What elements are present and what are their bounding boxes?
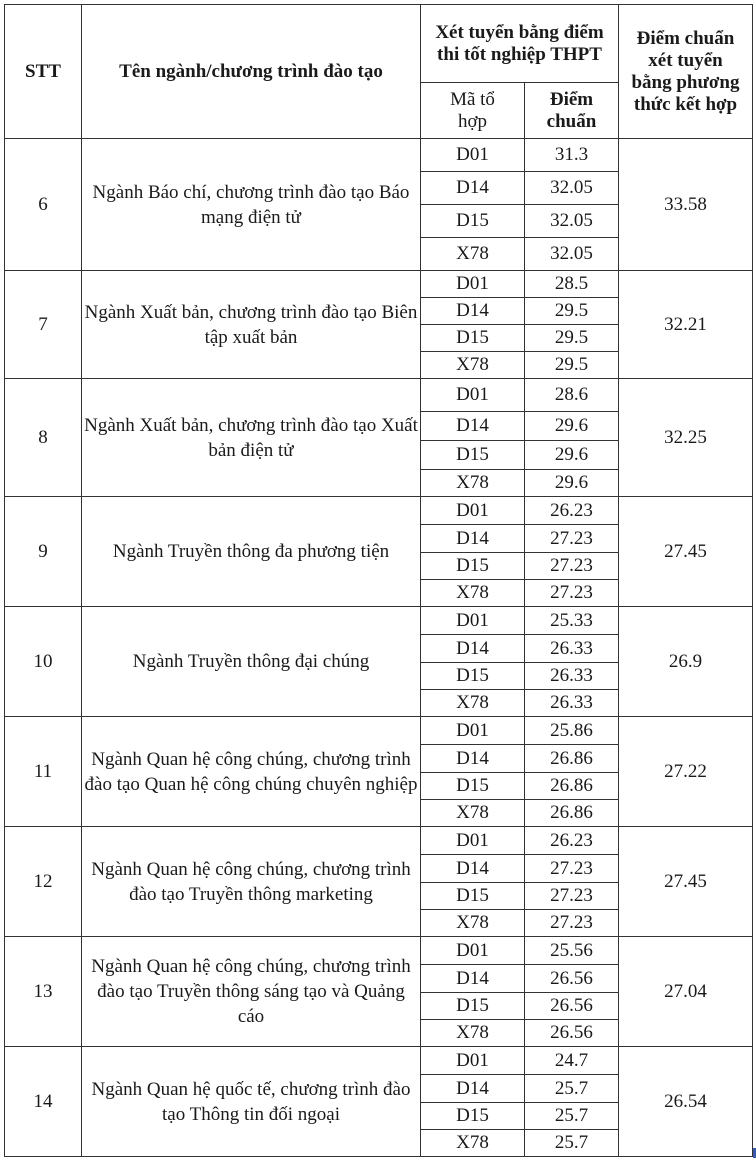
combo-code: D01: [421, 607, 525, 635]
combo-cutoff-score: 29.5: [525, 325, 619, 352]
combo-code: D14: [421, 412, 525, 441]
combo-cutoff-score: 27.23: [525, 910, 619, 937]
combo-code: D15: [421, 883, 525, 910]
header-combo-code: Mã tổ hợp: [421, 83, 525, 139]
combo-cutoff-score: 29.6: [525, 470, 619, 497]
combo-code: D01: [421, 497, 525, 525]
row-program-name: Ngành Quan hệ công chúng, chương trình đào tạo Truyền thông marketing: [82, 827, 421, 937]
combo-code: X78: [421, 1020, 525, 1047]
combo-code: D14: [421, 855, 525, 883]
row-stt: 14: [5, 1047, 82, 1157]
combo-code: X78: [421, 690, 525, 717]
combo-code: D01: [421, 827, 525, 855]
combo-cutoff-score: 26.56: [525, 993, 619, 1020]
combo-cutoff-score: 29.5: [525, 352, 619, 379]
combo-cutoff-score: 32.05: [525, 172, 619, 205]
row-stt: 12: [5, 827, 82, 937]
combo-cutoff-score: 25.7: [525, 1103, 619, 1130]
table-row: [5, 379, 753, 412]
combined-cutoff-score: 27.45: [619, 497, 753, 607]
combo-cutoff-score: 25.7: [525, 1130, 619, 1157]
combo-cutoff-score: 24.7: [525, 1047, 619, 1075]
row-stt: 11: [5, 717, 82, 827]
combo-cutoff-score: 25.86: [525, 717, 619, 745]
combo-code: X78: [421, 910, 525, 937]
combo-cutoff-score: 27.23: [525, 883, 619, 910]
combo-cutoff-score: 26.23: [525, 497, 619, 525]
header-thpt-group: Xét tuyển bằng điểm thi tốt nghiệp THPT: [421, 5, 619, 83]
combo-cutoff-score: 25.56: [525, 937, 619, 965]
combo-cutoff-score: 27.23: [525, 525, 619, 553]
table-row: [5, 139, 753, 172]
combo-cutoff-score: 26.33: [525, 690, 619, 717]
admission-scores-table: [4, 4, 753, 1157]
combo-code: D01: [421, 937, 525, 965]
combo-code: X78: [421, 238, 525, 271]
combo-code: D01: [421, 271, 525, 298]
row-stt: 6: [5, 139, 82, 271]
combo-code: X78: [421, 580, 525, 607]
combo-code: D14: [421, 635, 525, 663]
combo-cutoff-score: 26.56: [525, 965, 619, 993]
combo-cutoff-score: 26.86: [525, 745, 619, 773]
combo-cutoff-score: 28.5: [525, 271, 619, 298]
row-stt: 7: [5, 271, 82, 379]
table-row: [5, 1047, 753, 1075]
combo-cutoff-score: 26.86: [525, 773, 619, 800]
combo-code: D01: [421, 139, 525, 172]
row-program-name: Ngành Xuất bản, chương trình đào tạo Biên tập xuất bản: [82, 271, 421, 379]
table-row: [5, 717, 753, 745]
table-row: [5, 827, 753, 855]
combo-code: D15: [421, 325, 525, 352]
combined-cutoff-score: 27.22: [619, 717, 753, 827]
combined-cutoff-score: 33.58: [619, 139, 753, 271]
combo-cutoff-score: 26.86: [525, 800, 619, 827]
row-program-name: Ngành Truyền thông đại chúng: [82, 607, 421, 717]
combined-cutoff-score: 32.21: [619, 271, 753, 379]
table-row: [5, 497, 753, 525]
combo-cutoff-score: 26.56: [525, 1020, 619, 1047]
table-row: [5, 607, 753, 635]
combo-cutoff-score: 27.23: [525, 855, 619, 883]
combo-cutoff-score: 25.33: [525, 607, 619, 635]
combo-cutoff-score: 26.33: [525, 635, 619, 663]
row-program-name: Ngành Báo chí, chương trình đào tạo Báo mạng điện tử: [82, 139, 421, 271]
header-combined-cutoff: Điểm chuẩn xét tuyển bằng phương thức kết hợp: [619, 5, 753, 139]
combo-code: D15: [421, 553, 525, 580]
combo-cutoff-score: 26.23: [525, 827, 619, 855]
combo-cutoff-score: 25.7: [525, 1075, 619, 1103]
combo-code: D14: [421, 965, 525, 993]
combo-cutoff-score: 27.23: [525, 553, 619, 580]
combo-code: X78: [421, 470, 525, 497]
combo-cutoff-score: 29.5: [525, 298, 619, 325]
table-row: [5, 271, 753, 298]
combo-code: D14: [421, 172, 525, 205]
row-stt: 8: [5, 379, 82, 497]
combo-code: D01: [421, 717, 525, 745]
combo-code: D14: [421, 1075, 525, 1103]
combo-cutoff-score: 32.05: [525, 205, 619, 238]
combo-code: D01: [421, 1047, 525, 1075]
combo-cutoff-score: 28.6: [525, 379, 619, 412]
combo-code: D15: [421, 441, 525, 470]
combo-code: D01: [421, 379, 525, 412]
combo-code: D15: [421, 993, 525, 1020]
combined-cutoff-score: 27.04: [619, 937, 753, 1047]
table-body: [5, 139, 753, 1157]
row-stt: 10: [5, 607, 82, 717]
combo-code: X78: [421, 1130, 525, 1157]
combo-code: D15: [421, 205, 525, 238]
combo-code: D15: [421, 1103, 525, 1130]
header-cutoff: Điểm chuẩn: [525, 83, 619, 139]
header-program: Tên ngành/chương trình đào tạo: [82, 5, 421, 139]
row-program-name: Ngành Quan hệ công chúng, chương trình đào tạo Quan hệ công chúng chuyên nghiệp: [82, 717, 421, 827]
row-stt: 9: [5, 497, 82, 607]
row-program-name: Ngành Truyền thông đa phương tiện: [82, 497, 421, 607]
table-header: [5, 5, 753, 139]
combo-cutoff-score: 32.05: [525, 238, 619, 271]
combo-cutoff-score: 31.3: [525, 139, 619, 172]
combo-code: D14: [421, 745, 525, 773]
combo-code: D15: [421, 773, 525, 800]
combined-cutoff-score: 32.25: [619, 379, 753, 497]
combo-cutoff-score: 26.33: [525, 663, 619, 690]
row-program-name: Ngành Xuất bản, chương trình đào tạo Xuất bản điện tử: [82, 379, 421, 497]
combo-cutoff-score: 27.23: [525, 580, 619, 607]
combo-cutoff-score: 29.6: [525, 412, 619, 441]
combined-cutoff-score: 27.45: [619, 827, 753, 937]
combo-code: D15: [421, 663, 525, 690]
table-row: [5, 937, 753, 965]
row-stt: 13: [5, 937, 82, 1047]
combo-cutoff-score: 29.6: [525, 441, 619, 470]
combined-cutoff-score: 26.54: [619, 1047, 753, 1157]
combo-code: X78: [421, 800, 525, 827]
combo-code: X78: [421, 352, 525, 379]
header-stt: STT: [5, 5, 82, 139]
row-program-name: Ngành Quan hệ quốc tế, chương trình đào tạo Thông tin đối ngoại: [82, 1047, 421, 1157]
combo-code: D14: [421, 298, 525, 325]
row-program-name: Ngành Quan hệ công chúng, chương trình đào tạo Truyền thông sáng tạo và Quảng cáo: [82, 937, 421, 1047]
combined-cutoff-score: 26.9: [619, 607, 753, 717]
combo-code: D14: [421, 525, 525, 553]
